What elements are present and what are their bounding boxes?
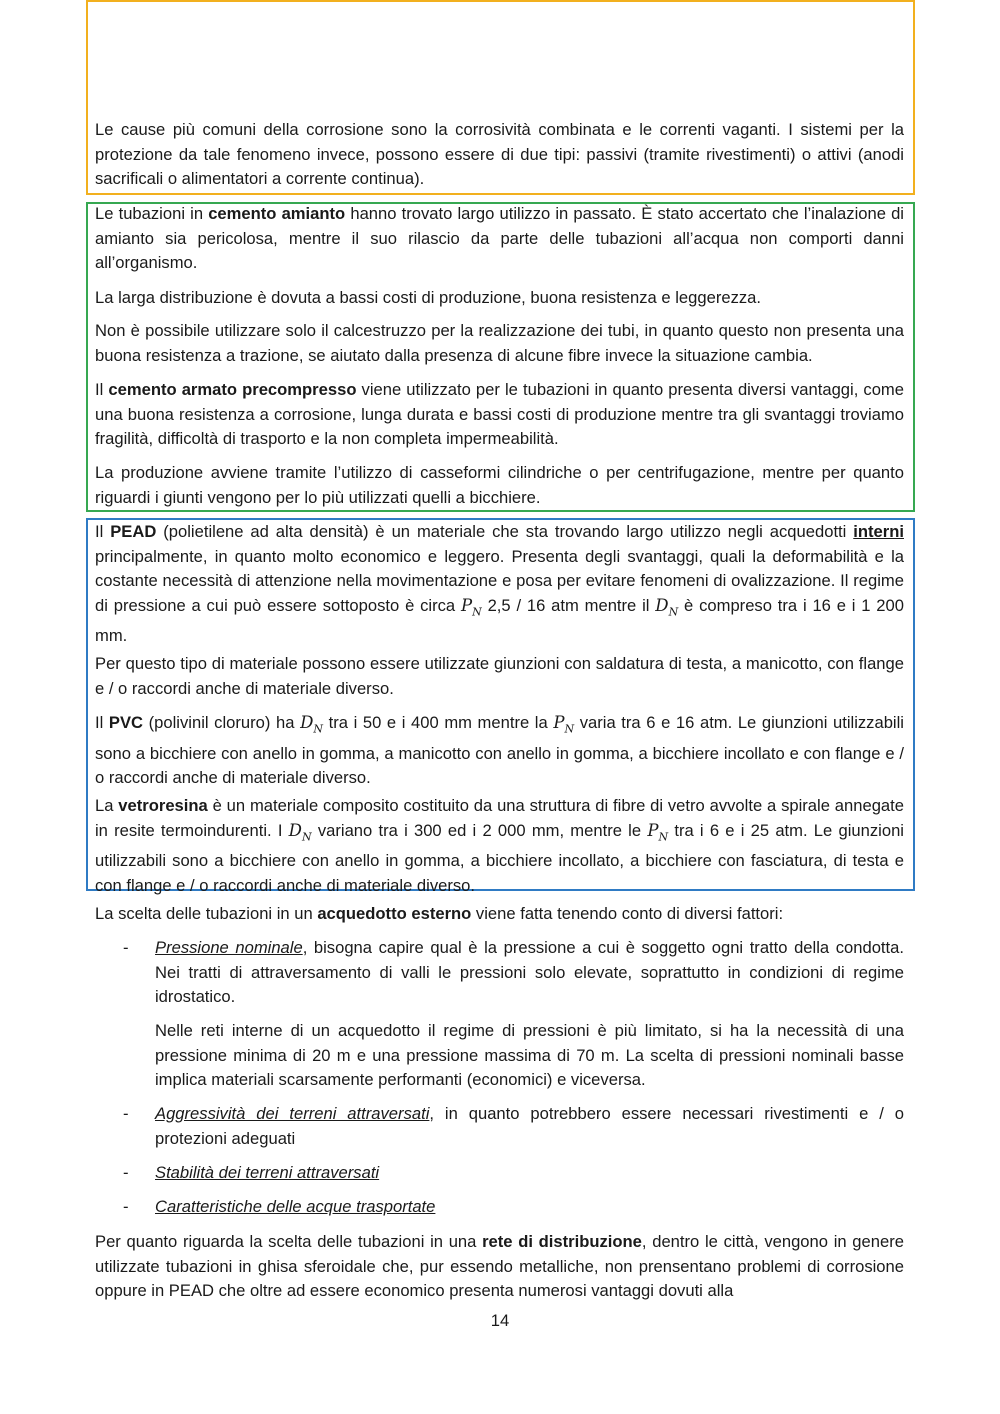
paragraph-produzione: La produzione avviene tramite l’utilizzo di casseformi cilindriche o per centrifugazione, mentre per quanto riguardi i giunti vengono per lo più utilizzati quelli a bicchiere. xyxy=(95,463,904,507)
symbol-pn: $P_N$ xyxy=(460,595,482,618)
paragraph-distribuzione: La larga distribuzione è dovuta a bassi costi di produzione, buona resistenza e leggerezza. xyxy=(95,288,762,307)
list-item-stabilita: - Stabilità dei terreni attraversati xyxy=(95,1161,904,1186)
list-item-caratteristiche: - Caratteristiche delle acque trasportate xyxy=(95,1195,904,1220)
paragraph-rete-distribuzione: Per quanto riguarda la scelta delle tubazioni in una rete di distribuzione, dentro le città, vengono in genere utilizzate tubazioni in ghisa sferoidale che, pur essendo metalliche, non prensentano problemi di corrosione oppure in PEAD che oltre ad essere economico presenta numerosi vantaggi dovuti alla xyxy=(95,1232,904,1300)
paragraph-pvc: Il PVC (polivinil cloruro) ha $D_N$ tra i 50 e i 400 mm mentre la $P_N$ varia tra 6 e 16 atm. Le giunzioni utilizzabili sono a bicchiere con anello in gomma, a manicotto con anello in gomma, a bicchiere incollato e con flange e / o raccordi anche di materiale diverso. xyxy=(95,713,904,788)
symbol-pn: $P_N$ xyxy=(647,820,669,843)
paragraph-vetroresina: La vetroresina è un materiale composito costituito da una struttura di fibre di vetro avvolte a spirale annegate in resite termoindurenti. I $D_N$ variano tra i 300 ed i 2 000 mm, mentre le $P_N$ tra i 6 e i 25 atm. Le giunzioni utilizzabili sono a bicchiere con anello in gomma, a bicchiere incollato, a bicchiere con fasciatura, di testa e con flange e / o raccordi anche di materiale diverso. xyxy=(95,796,904,895)
paragraph-pead: Il PEAD (polietilene ad alta densità) è un materiale che sta trovando largo utilizzo negli acquedotti interni principalmente, in quanto molto economico e leggero. Presenta degli svantaggi, quali la deformabilità e la costante necessità di attenzione nella movimentazione e posa per evitare fenomeni di ovalizzazione. Il regime di pressione a cui può essere sottoposto è circa $P_N$ 2,5 / 16 atm mentre il $D_N$ è compreso tra i 16 e i 1 200 mm. xyxy=(95,522,904,646)
paragraph-acquedotto-esterno: La scelta delle tubazioni in un acquedotto esterno viene fatta tenendo conto di diversi fattori: xyxy=(95,904,784,923)
list-item-pressione: - Pressione nominale, bisogna capire qual è la pressione a cui è soggetto ogni tratto della condotta. Nei tratti di attraversamento di valli le pressioni solo elevate, soprattutto in condizioni di regime idrostatico. xyxy=(123,938,904,1006)
symbol-dn: $D_N$ xyxy=(288,820,312,843)
paragraph-giunzioni-pead: Per questo tipo di materiale possono essere utilizzate giunzioni con saldatura di testa, a manicotto, con flange e / o raccordi anche di materiale diverso. xyxy=(95,654,904,698)
symbol-dn: $D_N$ xyxy=(300,713,324,736)
list-dash: - xyxy=(123,1197,129,1216)
paragraph-cemento-amianto: Le tubazioni in cemento amianto hanno trovato largo utilizzo in passato. È stato accertato che l’inalazione di amianto sia pericolosa, mentre il suo rilascio da parte delle tubazioni all’acqua non comporti danni all’organismo. xyxy=(95,204,904,272)
list-item-pressione-note: Nelle reti interne di un acquedotto il regime di pressioni è più limitato, si ha la necessità di una pressione minima di 20 m e una pressione massima di 70 m. La scelta di pressioni nominali basse implica materiali scarsamente performanti (economici) e viceversa. xyxy=(155,1021,904,1089)
symbol-pn: $P_N$ xyxy=(553,713,575,736)
list-dash: - xyxy=(123,1104,129,1123)
symbol-dn: $D_N$ xyxy=(655,595,679,618)
list-dash: - xyxy=(123,938,129,957)
page-number: 14 xyxy=(490,1311,510,1330)
paragraph-calcestruzzo: Non è possibile utilizzare solo il calcestruzzo per la realizzazione dei tubi, in quanto questo non presenta una buona resistenza a trazione, se aiutato dalla presenza di alcune fibre invece la situazione cambia. xyxy=(95,321,904,365)
list-item-aggressivita: - Aggressività dei terreni attraversati, in quanto potrebbero essere necessari rivestimenti e / o protezioni adeguati xyxy=(123,1104,904,1148)
paragraph-precompresso: Il cemento armato precompresso viene utilizzato per le tubazioni in quanto presenta diversi vantaggi, come una buona resistenza a corrosione, lunga durata e bassi costi di produzione mentre tra gli svantaggi troviamo fragilità, difficoltà di trasporto e la non completa impermeabilità. xyxy=(95,380,904,448)
list-dash: - xyxy=(123,1163,129,1182)
paragraph-corrosion: Le cause più comuni della corrosione sono la corrosività combinata e le correnti vaganti. I sistemi per la protezione da tale fenomeno invece, possono essere di due tipi: passivi (tramite rivestimenti) o attivi (anodi sacrificali o alimentatori a corrente continua). xyxy=(95,120,904,188)
